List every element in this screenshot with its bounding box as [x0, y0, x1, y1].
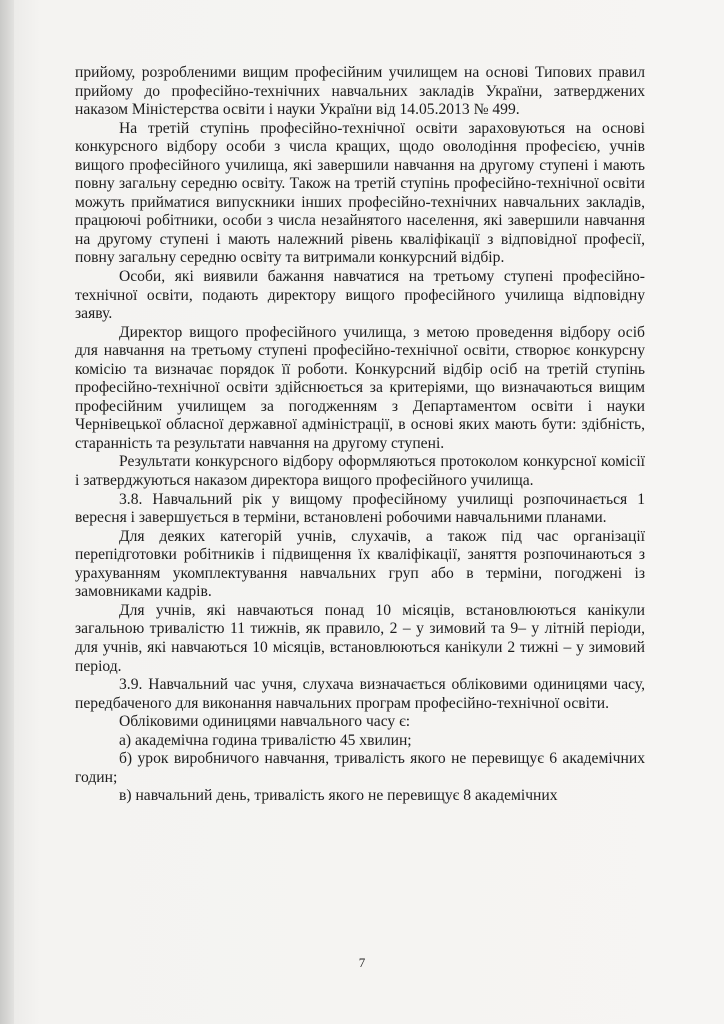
paragraph-3: Особи, які виявили бажання навчатися на третьому ступені професійно-технічної освіти, подають директору вищого професійного училища відповідну заяву. [75, 268, 645, 323]
document-body [75, 64, 645, 806]
paragraph-5: Результати конкурсного відбору оформляються протоколом конкурсної комісії і затверджуються наказом директора вищого професійного училища. [75, 453, 645, 490]
paragraph-4: Директор вищого професійного училища, з метою проведення відбору осіб для навчання на третьому ступені професійно-технічної освіти, створює конкурсну комісію та визначає порядок її роботи. Конкурсний відбір осіб на третій ступінь професійно-технічної освіти здійснюється за критеріями, що визначаються вищим професійним училищем за погодженням з Департаментом освіти і науки Чернівецької обласної державної адміністрації, в основі яких мають бути: здібність, старанність та результати навчання на другому ступені. [75, 323, 645, 452]
paragraph-7: Для деяких категорій учнів, слухачів, а також під час організації перепідготовки робітників і підвищення їх кваліфікації, заняття розпочинаються з урахуванням укомплектування навчальних груп або в терміни, погоджені із замовниками кадрів. [75, 527, 645, 601]
list-item-c: в) навчальний день, тривалість якого не перевищує 8 академічних [119, 787, 558, 805]
page-number: 7 [358, 955, 366, 970]
list-item-b: б) урок виробничого навчання, тривалість якого не перевищує 6 академічних годин; [75, 750, 645, 786]
paragraph-10: Обліковими одиницями навчального часу є: [119, 713, 411, 731]
page-left-edge-shadow [0, 0, 14, 1024]
paragraph-9: 3.9. Навчальний час учня, слухача визначається обліковими одиницями часу, передбаченого для виконання навчальних програм професійно-технічної освіти. [75, 676, 645, 712]
paragraph-8: Для учнів, які навчаються понад 10 місяців, встановлюються канікули загальною тривалістю 11 тижнів, як правило, 2 – у зимовий та 9– у літній періоди, для учнів, які навчаються 10 місяців, встановлюються канікули 2 тижні – у зимовий період. [75, 601, 645, 675]
list-item-a: а) академічна година тривалістю 45 хвилин; [119, 731, 412, 749]
paragraph-1: прийому, розробленими вищим професійним училищем на основі Типових правил прийому до професійно-технічних навчальних закладів України, затверджених наказом Міністерства освіти і науки України від 14.05.2013 № 499. [75, 64, 645, 119]
paragraph-6: 3.8. Навчальний рік у вищому професійному училищі розпочинається 1 вересня і завершується в терміни, встановлені робочими навчальними планами. [75, 490, 645, 527]
paragraph-2: На третій ступінь професійно-технічної освіти зараховуються на основі конкурсного відбору особи з числа кращих, щодо оволодіння професією, учнів вищого професійного училища, які завершили навчання на другому ступені і мають повну загальну середню освіту. Також на третій ступінь професійно-технічної освіти можуть прийматися випускники інших професійно-технічних навчальних закладів, працюючі робітники, особи з числа незайнятого населення, які завершили навчання на другому ступені і мають належний рівень кваліфікації з відповідної професії, повну загальну середню освіту та витримали конкурсний відбір. [75, 119, 645, 267]
